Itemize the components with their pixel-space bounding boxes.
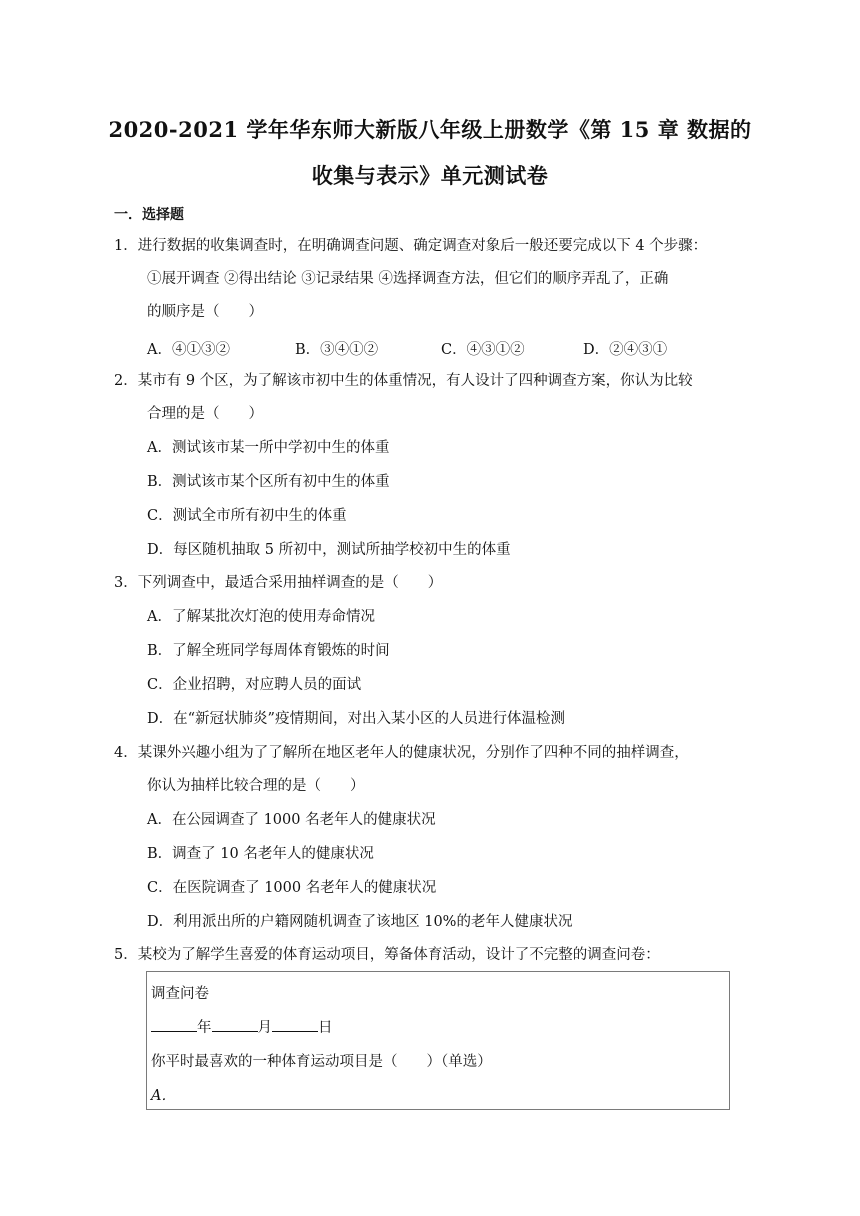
question-3-option-c: C．企业招聘，对应聘人员的面试 (147, 677, 362, 693)
option-d: D．②④③① (583, 342, 668, 358)
survey-heading: 调查问卷 (151, 986, 209, 1002)
question-2-option-d: D．每区随机抽取 5 所初中，测试所抽学校初中生的体重 (147, 542, 511, 558)
question-4-stem-cont: 你认为抽样比较合理的是（ ） (147, 778, 365, 794)
month-blank (212, 1017, 258, 1032)
day-blank (272, 1017, 318, 1032)
question-3-stem: 3．下列调查中，最适合采用抽样调查的是（ ） (114, 575, 443, 591)
year-label: 年 (197, 1020, 212, 1036)
question-5-stem: 5．某校为了解学生喜爱的体育运动项目，筹备体育活动，设计了不完整的调查问卷： (114, 947, 660, 963)
question-3-option-a: A．了解某批次灯泡的使用寿命情况 (147, 609, 375, 625)
option-a: A．④①③② (147, 342, 230, 358)
question-4-option-b: B．调查了 10 名老年人的健康状况 (147, 846, 374, 862)
question-1-stem-cont: ①展开调查 ②得出结论 ③记录结果 ④选择调查方法，但它们的顺序弄乱了，正确 (147, 271, 669, 287)
survey-box (146, 971, 730, 1110)
question-2-option-b: B．测试该市某个区所有初中生的体重 (147, 474, 390, 490)
option-b: B．③④①② (295, 342, 379, 358)
question-1-options (147, 338, 667, 359)
page-title-line-2: 收集与表示》单元测试卷 (311, 163, 549, 188)
section-heading: 一．选择题 (114, 207, 184, 223)
question-2-stem-cont: 合理的是（ ） (147, 406, 263, 422)
question-4-stem: 4．某课外兴趣小组为了了解所在地区老年人的健康状况，分别作了四种不同的抽样调查， (114, 745, 689, 761)
question-4-option-c: C．在医院调查了 1000 名老年人的健康状况 (147, 880, 437, 896)
question-3-option-b: B．了解全班同学每周体育锻炼的时间 (147, 643, 390, 659)
question-3-option-d: D．在“新冠状肺炎”疫情期间，对出入某小区的人员进行体温检测 (147, 711, 565, 727)
survey-question: 你平时最喜欢的一种体育运动项目是（ ）（单选） (151, 1054, 492, 1070)
question-1-stem-cont: 的顺序是（ ） (147, 304, 263, 320)
page-title-line-1: 2020-2021 学年华东师大新版八年级上册数学《第 15 章 数据的 (108, 117, 752, 142)
survey-date-line (151, 1016, 333, 1037)
year-blank (151, 1017, 197, 1032)
survey-option-a: A． (151, 1088, 176, 1104)
question-2-option-c: C．测试全市所有初中生的体重 (147, 508, 347, 524)
question-4-option-d: D．利用派出所的户籍网随机调查了该地区 10%的老年人健康状况 (147, 914, 573, 930)
month-label: 月 (257, 1020, 272, 1036)
day-label: 日 (318, 1020, 333, 1036)
question-2-stem: 2．某市有 9 个区，为了解该市初中生的体重情况，有人设计了四种调查方案，你认为比较 (114, 373, 693, 389)
question-4-option-a: A．在公园调查了 1000 名老年人的健康状况 (147, 812, 436, 828)
option-c: C．④③①② (441, 342, 525, 358)
question-2-option-a: A．测试该市某一所中学初中生的体重 (147, 440, 390, 456)
question-1-stem: 1．进行数据的收集调查时，在明确调查问题、确定调查对象后一般还要完成以下 4 个步骤： (114, 238, 708, 254)
